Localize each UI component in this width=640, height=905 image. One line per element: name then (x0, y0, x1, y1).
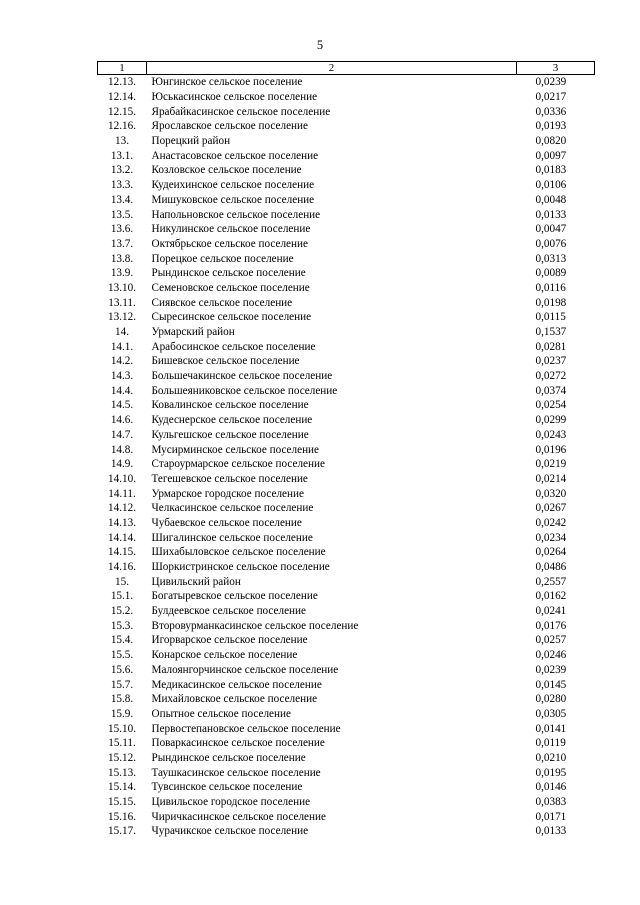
row-number: 15. (115, 575, 129, 588)
settlement-name: Цивильское городское поселение (151, 796, 311, 809)
settlement-name: Сыресинское сельское поселение (151, 311, 312, 324)
table-row (98, 251, 595, 266)
row-number: 12.14. (108, 91, 136, 104)
table-row (98, 413, 595, 428)
row-number: 13.4. (110, 193, 134, 206)
row-number: 13.6. (110, 223, 134, 236)
table-row (98, 560, 595, 575)
settlement-name: Анастасовское сельское поселение (151, 149, 319, 162)
row-number: 14.6. (110, 414, 134, 427)
settlement-name: Большеяниковское сельское поселение (151, 384, 338, 397)
settlement-name: Малоянгорчинское сельское поселение (151, 663, 339, 676)
row-number: 15.5. (110, 649, 134, 662)
coefficient-value: 0,0089 (535, 267, 567, 280)
coefficient-value: 0,0281 (535, 340, 567, 353)
coefficient-value: 0,0486 (535, 561, 567, 574)
settlement-name: Богатыревское сельское поселение (151, 590, 318, 603)
row-number: 13.2. (110, 164, 134, 177)
settlement-name: Никулинское сельское поселение (151, 223, 311, 236)
settlement-name: Урмарский район (151, 326, 235, 339)
coefficient-value: 0,0246 (535, 649, 567, 662)
coefficient-value: 0,0133 (535, 825, 567, 838)
table-row (98, 237, 595, 252)
settlement-name: Тувсинское сельское поселение (151, 781, 303, 794)
table-row (98, 472, 595, 487)
row-number: 14.10. (108, 472, 136, 485)
settlement-name: Сиявское сельское поселение (151, 296, 293, 309)
row-number: 15.13. (108, 766, 136, 779)
settlement-name: Шигалинское сельское поселение (151, 531, 313, 544)
coefficient-value: 0,0217 (535, 91, 567, 104)
row-number: 14.4. (110, 384, 134, 397)
row-number: 15.11. (108, 737, 136, 750)
data-table (97, 61, 595, 839)
coefficient-value: 0,0299 (535, 414, 567, 427)
settlement-name: Челкасинское сельское поселение (151, 502, 314, 515)
settlement-name: Староурмарское сельское поселение (151, 458, 325, 471)
table-row (98, 633, 595, 648)
row-number: 14. (115, 326, 129, 339)
coefficient-value: 0,0239 (535, 76, 567, 89)
settlement-name: Чиричкасинское сельское поселение (151, 810, 326, 823)
coefficient-value: 0,0193 (535, 120, 567, 133)
table-row (98, 428, 595, 443)
table-row (98, 193, 595, 208)
settlement-name: Кульгешское сельское поселение (151, 428, 309, 441)
table-row (98, 663, 595, 678)
settlement-name: Рындинское сельское поселение (151, 751, 306, 764)
table-row (98, 721, 595, 736)
table-row (98, 222, 595, 237)
row-number: 14.2. (110, 355, 134, 368)
coefficient-value: 0,0097 (535, 149, 567, 162)
column-header-name: 2 (147, 62, 517, 75)
row-number: 12.15. (108, 105, 136, 118)
coefficient-value: 0,0242 (535, 516, 567, 529)
coefficient-value: 0,0183 (535, 164, 567, 177)
settlement-name: Медикасинское сельское поселение (151, 678, 322, 691)
table-row (98, 90, 595, 105)
table-row (98, 310, 595, 325)
row-number: 14.15. (108, 546, 136, 559)
settlement-name: Таушкасинское сельское поселение (151, 766, 321, 779)
settlement-name: Ярабайкасинское сельское поселение (151, 105, 331, 118)
row-number: 14.9. (110, 458, 134, 471)
settlement-name: Арабосинское сельское поселение (151, 340, 316, 353)
table-row (98, 545, 595, 560)
coefficient-value: 0,0141 (535, 722, 567, 735)
row-number: 12.16. (108, 120, 136, 133)
row-number: 13.5. (110, 208, 134, 221)
row-number: 14.1. (110, 340, 134, 353)
settlement-name: Шихабыловское сельское поселение (151, 546, 326, 559)
coefficient-value: 0,0076 (535, 237, 567, 250)
row-number: 14.14. (108, 531, 136, 544)
coefficient-value: 0,0264 (535, 546, 567, 559)
table-row (98, 648, 595, 663)
table-row (98, 809, 595, 824)
settlement-name: Шоркистринское сельское поселение (151, 561, 330, 574)
table-row (98, 677, 595, 692)
coefficient-value: 0,0171 (535, 810, 567, 823)
coefficient-value: 0,0176 (535, 619, 567, 632)
row-number: 13.12. (108, 311, 136, 324)
row-number: 15.8. (110, 693, 134, 706)
row-number: 14.16. (108, 561, 136, 574)
table-row (98, 383, 595, 398)
coefficient-value: 0,0198 (535, 296, 567, 309)
table-row (98, 398, 595, 413)
row-number: 13.9. (110, 267, 134, 280)
coefficient-value: 0,0119 (535, 737, 566, 750)
row-number: 13.10. (108, 281, 136, 294)
table-row (98, 207, 595, 222)
table-row (98, 75, 595, 90)
settlement-name: Второвурманкасинское сельское поселение (151, 619, 359, 632)
row-number: 15.16. (108, 810, 136, 823)
table-row (98, 604, 595, 619)
coefficient-value: 0,0048 (535, 193, 567, 206)
settlement-name: Бишевское сельское поселение (151, 355, 300, 368)
coefficient-value: 0,0116 (535, 281, 566, 294)
row-number: 14.12. (108, 502, 136, 515)
coefficient-value: 0,0374 (535, 384, 567, 397)
coefficient-value: 0,0234 (535, 531, 567, 544)
settlement-name: Ярославское сельское поселение (151, 120, 308, 133)
settlement-name: Чубаевское сельское поселение (151, 516, 302, 529)
coefficient-value: 0,0210 (535, 751, 567, 764)
row-number: 14.7. (110, 428, 134, 441)
coefficient-value: 0,0133 (535, 208, 567, 221)
coefficient-value: 0,0195 (535, 766, 567, 779)
table-row (98, 369, 595, 384)
settlement-name: Порецкое сельское поселение (151, 252, 294, 265)
settlement-name: Кудеснерское сельское поселение (151, 414, 313, 427)
settlement-name: Булдеевское сельское поселение (151, 605, 306, 618)
coefficient-value: 0,0257 (535, 634, 567, 647)
table-row (98, 765, 595, 780)
row-number: 12.13. (108, 76, 136, 89)
row-number: 15.7. (110, 678, 134, 691)
table-row (98, 281, 595, 296)
table-row (98, 295, 595, 310)
settlement-name: Опытное сельское поселение (151, 707, 291, 720)
row-number: 15.14. (108, 781, 136, 794)
table-row (98, 780, 595, 795)
page-number: 5 (316, 38, 324, 52)
table-row (98, 618, 595, 633)
row-number: 14.5. (110, 399, 134, 412)
coefficient-value: 0,0320 (535, 487, 567, 500)
table-row (98, 104, 595, 119)
coefficient-value: 0,0237 (535, 355, 567, 368)
table-row (98, 692, 595, 707)
settlement-name: Ковалинское сельское поселение (151, 399, 309, 412)
row-number: 15.1. (110, 590, 134, 603)
settlement-name: Игорварское сельское поселение (151, 634, 308, 647)
coefficient-value: 0,2557 (535, 575, 567, 588)
table-row (98, 736, 595, 751)
row-number: 13.1. (110, 149, 134, 162)
settlement-name: Кудеихинское сельское поселение (151, 179, 315, 192)
settlement-name: Первостепановское сельское поселение (151, 722, 341, 735)
settlement-name: Семеновское сельское поселение (151, 281, 310, 294)
table-row (98, 751, 595, 766)
table-header-row (98, 62, 595, 75)
coefficient-value: 0,0272 (535, 370, 567, 383)
settlement-name: Мишуковское сельское поселение (151, 193, 315, 206)
table-row (98, 574, 595, 589)
row-number: 15.3. (110, 619, 134, 632)
table-row (98, 148, 595, 163)
table-row (98, 516, 595, 531)
settlement-name: Михайловское сельское поселение (151, 693, 318, 706)
coefficient-value: 0,0305 (535, 707, 567, 720)
settlement-name: Чурачикское сельское поселение (151, 825, 309, 838)
table-row (98, 795, 595, 810)
row-number: 15.17. (108, 825, 136, 838)
row-number: 14.8. (110, 443, 134, 456)
coefficient-value: 0,1537 (535, 326, 567, 339)
settlement-name: Октябрьское сельское поселение (151, 237, 308, 250)
settlement-name: Порецкий район (151, 135, 231, 148)
row-number: 14.13. (108, 516, 136, 529)
row-number: 15.4. (110, 634, 134, 647)
table-row (98, 134, 595, 149)
row-number: 15.6. (110, 663, 134, 676)
coefficient-value: 0,0241 (535, 605, 567, 618)
row-number: 15.9. (110, 707, 134, 720)
settlement-name: Поваркасинское сельское поселение (151, 737, 325, 750)
settlement-name: Козловское сельское поселение (151, 164, 302, 177)
table-row (98, 824, 595, 839)
settlement-name: Тегешевское сельское поселение (151, 472, 308, 485)
row-number: 15.2. (110, 605, 134, 618)
coefficient-value: 0,0267 (535, 502, 567, 515)
table-row (98, 339, 595, 354)
settlement-name: Большечакинское сельское поселение (151, 370, 333, 383)
table-row (98, 589, 595, 604)
table-row (98, 325, 595, 340)
settlement-name: Юнгинское сельское поселение (151, 76, 303, 89)
coefficient-value: 0,0196 (535, 443, 567, 456)
row-number: 14.3. (110, 370, 134, 383)
table-row (98, 501, 595, 516)
coefficient-value: 0,0146 (535, 781, 567, 794)
coefficient-value: 0,0162 (535, 590, 567, 603)
settlement-name: Конарское сельское поселение (151, 649, 298, 662)
row-number: 14.11. (108, 487, 136, 500)
table-row (98, 354, 595, 369)
table-row (98, 457, 595, 472)
coefficient-value: 0,0336 (535, 105, 567, 118)
coefficient-value: 0,0214 (535, 472, 567, 485)
row-number: 13.8. (110, 252, 134, 265)
coefficient-value: 0,0383 (535, 796, 567, 809)
table-row (98, 178, 595, 193)
settlement-name: Рындинское сельское поселение (151, 267, 306, 280)
row-number: 15.12. (108, 751, 136, 764)
table-row (98, 266, 595, 281)
coefficient-value: 0,0820 (535, 135, 567, 148)
settlement-name: Напольновское сельское поселение (151, 208, 321, 221)
table-body (98, 75, 595, 839)
table-row (98, 486, 595, 501)
table-row (98, 707, 595, 722)
row-number: 13.7. (110, 237, 134, 250)
settlement-name: Цивильский район (151, 575, 241, 588)
coefficient-value: 0,0219 (535, 458, 567, 471)
settlement-name: Мусирминское сельское поселение (151, 443, 320, 456)
coefficient-value: 0,0313 (535, 252, 567, 265)
column-header-number: 1 (98, 62, 147, 75)
coefficient-value: 0,0145 (535, 678, 567, 691)
table-row (98, 442, 595, 457)
row-number: 13.11. (108, 296, 136, 309)
coefficient-value: 0,0280 (535, 693, 567, 706)
column-header-value: 3 (517, 62, 595, 75)
coefficient-value: 0,0239 (535, 663, 567, 676)
table-row (98, 530, 595, 545)
table-row (98, 163, 595, 178)
coefficient-value: 0,0106 (535, 179, 567, 192)
coefficient-value: 0,0115 (535, 311, 566, 324)
settlement-name: Урмарское городское поселение (151, 487, 304, 500)
row-number: 13. (115, 135, 129, 148)
row-number: 15.15. (108, 796, 136, 809)
coefficient-value: 0,0254 (535, 399, 567, 412)
table-row (98, 119, 595, 134)
row-number: 15.10. (108, 722, 136, 735)
coefficient-value: 0,0047 (535, 223, 567, 236)
coefficient-value: 0,0243 (535, 428, 567, 441)
settlement-name: Юськасинское сельское поселение (151, 91, 318, 104)
row-number: 13.3. (110, 179, 134, 192)
